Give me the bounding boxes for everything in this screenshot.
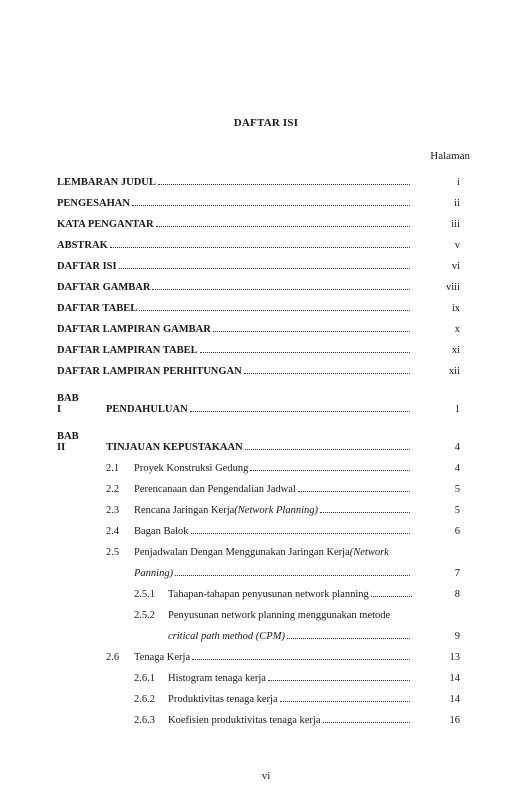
- section-number: 2.1: [106, 463, 120, 474]
- dot-leader: [191, 533, 410, 534]
- section-label-italic: (Network Planning): [234, 505, 318, 516]
- page-title: DAFTAR ISI: [233, 117, 299, 129]
- toc-entry-label: DAFTAR LAMPIRAN TABEL: [57, 345, 198, 356]
- toc-entry-page: 16: [449, 715, 460, 726]
- dot-leader: [280, 701, 410, 702]
- dot-leader: [158, 184, 410, 185]
- dot-leader: [323, 722, 411, 723]
- dot-leader: [192, 659, 410, 660]
- subsection-number: 2.6.3: [134, 715, 155, 726]
- dot-leader: [244, 373, 410, 374]
- dot-leader: [119, 268, 410, 269]
- toc-entry-page: 13: [449, 652, 460, 663]
- dot-leader: [200, 352, 410, 353]
- subsection-label: Histogram tenaga kerja: [168, 673, 266, 684]
- toc-entry-page: 1: [454, 404, 460, 415]
- subsection-number: 2.5.2: [134, 610, 155, 621]
- section-label: Penjadwalan Dengan Menggunakan Jaringan Kerja: [134, 547, 350, 558]
- toc-entry-label: PENGESAHAN: [57, 198, 130, 209]
- toc-entry-page: 5: [454, 484, 460, 495]
- toc-entry-label: DAFTAR TABEL: [57, 303, 138, 314]
- section-label-continued: Panning): [134, 568, 174, 579]
- subsection-label: Koefisien produktivitas tenaga kerja: [168, 715, 321, 726]
- toc-entry-label: DAFTAR ISI: [57, 261, 117, 272]
- section-number: 2.2: [106, 484, 120, 495]
- toc-entry-page: 9: [454, 631, 460, 642]
- section-number: 2.3: [106, 505, 120, 516]
- subsection-label: Penyusunan network planning menggunakan metode: [168, 610, 391, 621]
- section-label: Perencanaan dan Pengendalian Jadwal: [134, 484, 296, 495]
- section-label-italic: (Network: [349, 547, 389, 558]
- toc-entry-label: DAFTAR GAMBAR: [57, 282, 151, 293]
- toc-entry-page: x: [454, 324, 460, 335]
- toc-entry-label: DAFTAR LAMPIRAN GAMBAR: [57, 324, 211, 335]
- dot-leader: [175, 575, 410, 576]
- subsection-label: Produktivitas tenaga kerja: [168, 694, 278, 705]
- dot-leader: [152, 289, 410, 290]
- dot-leader: [190, 411, 410, 412]
- dot-leader: [298, 491, 410, 492]
- subsection-label-continued: critical path method (CPM): [168, 631, 285, 642]
- toc-entry-page: 5: [454, 505, 460, 516]
- dot-leader: [245, 449, 410, 450]
- chapter-number: BAB I: [57, 393, 79, 415]
- toc-entry-page: 14: [449, 673, 460, 684]
- section-number: 2.6: [106, 652, 120, 663]
- dot-leader: [156, 226, 410, 227]
- toc-entry-page: xii: [448, 366, 460, 377]
- toc-entry-label: ABSTRAK: [57, 240, 108, 251]
- dot-leader: [213, 331, 410, 332]
- chapter-label: TINJAUAN KEPUSTAKAAN: [106, 442, 243, 453]
- section-number: 2.4: [106, 526, 120, 537]
- subsection-label: Tahapan-tahapan penyusunan network planning: [168, 589, 369, 600]
- toc-entry-page: xi: [451, 345, 460, 356]
- chapter-number: BAB II: [57, 431, 79, 453]
- subsection-number: 2.5.1: [134, 589, 155, 600]
- subsection-number: 2.6.1: [134, 673, 155, 684]
- page-column-header: Halaman: [430, 150, 470, 162]
- page-number: vi: [261, 770, 271, 782]
- toc-entry-label: DAFTAR LAMPIRAN PERHITUNGAN: [57, 366, 242, 377]
- dot-leader: [287, 638, 410, 639]
- section-number: 2.5: [106, 547, 120, 558]
- section-label: Proyek Konstruksi Gedung: [134, 463, 249, 474]
- dot-leader: [139, 310, 410, 311]
- toc-entry-page: 4: [454, 442, 460, 453]
- toc-entry-page: ix: [451, 303, 460, 314]
- dot-leader: [268, 680, 410, 681]
- toc-entry-page: v: [454, 240, 460, 251]
- dot-leader: [250, 470, 410, 471]
- chapter-label: PENDAHULUAN: [106, 404, 188, 415]
- toc-entry-page: 6: [454, 526, 460, 537]
- toc-entry-page: ii: [454, 198, 460, 209]
- toc-entry-page: i: [457, 177, 460, 188]
- toc-entry-page: vi: [451, 261, 460, 272]
- dot-leader: [371, 596, 412, 597]
- toc-entry-label: KATA PENGANTAR: [57, 219, 154, 230]
- toc-entry-page: 7: [454, 568, 460, 579]
- toc-entry-page: 4: [454, 463, 460, 474]
- toc-entry-page: viii: [445, 282, 460, 293]
- toc-entry-page: iii: [451, 219, 460, 230]
- section-label: Bagan Balok: [134, 526, 189, 537]
- dot-leader: [132, 205, 410, 206]
- subsection-number: 2.6.2: [134, 694, 155, 705]
- dot-leader: [320, 512, 410, 513]
- section-label: Rencana Jaringan Kerja: [134, 505, 235, 516]
- toc-entry-page: 8: [454, 589, 460, 600]
- toc-entry-label: LEMBARAN JUDUL: [57, 177, 156, 188]
- dot-leader: [110, 247, 410, 248]
- section-label: Tenaga Kerja: [134, 652, 191, 663]
- toc-entry-page: 14: [449, 694, 460, 705]
